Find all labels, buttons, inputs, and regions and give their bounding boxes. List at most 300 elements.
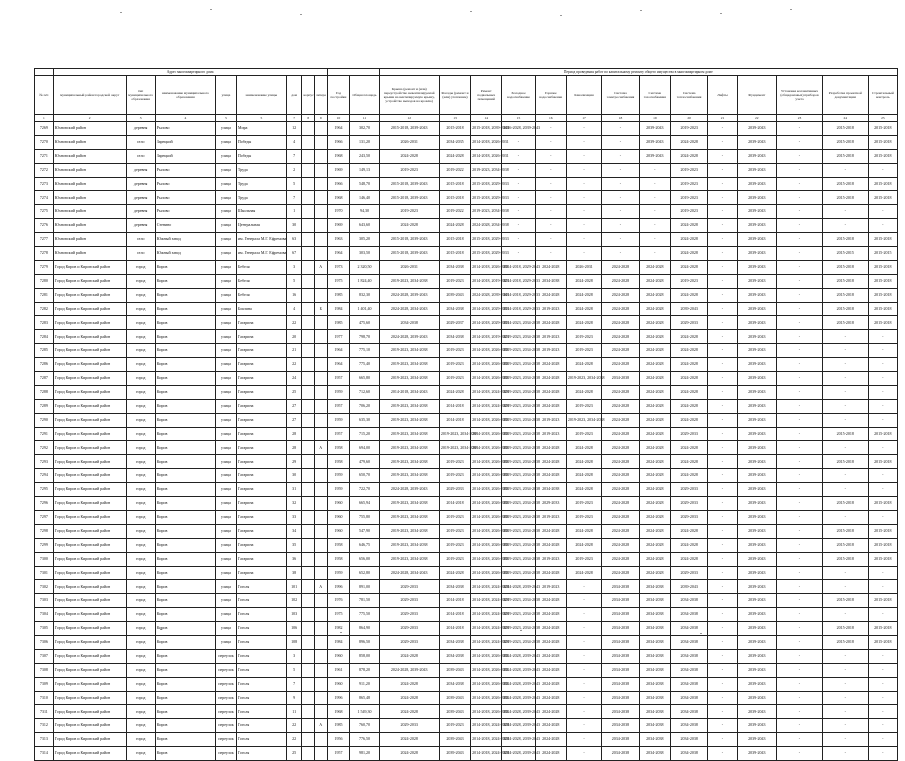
table-cell: - — [566, 135, 601, 149]
table-cell: улица — [216, 247, 237, 261]
table-cell: 2014-2018, 2026-2031 — [471, 372, 502, 386]
table-cell: 2034-2038 — [439, 677, 470, 691]
table-cell: село — [126, 149, 155, 163]
table-cell: Бокзина — [236, 302, 286, 316]
column-number: 13 — [439, 115, 470, 122]
table-cell: - — [777, 372, 823, 386]
table-cell: 712,60 — [350, 385, 379, 399]
table-cell: 2019-2023 — [439, 510, 470, 524]
table-cell: 2024-2028, 2039-2043 — [502, 747, 535, 761]
table-cell: 2019-2023 — [535, 302, 566, 316]
column-number: 4 — [155, 115, 215, 122]
table-cell: 7270 — [35, 135, 54, 149]
table-cell: 146,40 — [350, 191, 379, 205]
table-cell: 2024-2028 — [670, 260, 707, 274]
table-cell: 2019-2023, 2034-2038 — [502, 483, 535, 497]
table-cell: улица — [216, 427, 237, 441]
table-cell — [302, 622, 314, 636]
table-cell: 2034-2038 — [602, 649, 639, 663]
table-cell: 2026-2031 — [379, 260, 439, 274]
table-cell: 2034-2038 — [602, 719, 639, 733]
table-cell: 2024-2028 — [566, 455, 601, 469]
table-cell: 2034-2038 — [670, 719, 707, 733]
table-cell: 2015-2018 — [822, 538, 868, 552]
table-cell: 2024-2028 — [566, 358, 601, 372]
table-cell: - — [566, 205, 601, 219]
table-cell: 2019-2023, 2034-2038 — [379, 552, 439, 566]
table-cell: 2015-2018 — [822, 302, 868, 316]
table-cell: Киров — [155, 747, 215, 761]
table-cell: 22 — [286, 358, 302, 372]
table-cell — [302, 524, 314, 538]
table-cell: 1958 — [327, 538, 350, 552]
table-cell — [314, 177, 327, 191]
table-cell: 2014-2018, 2029-2033 — [471, 316, 502, 330]
table-row — [35, 288, 898, 302]
column-header: литера — [314, 76, 327, 115]
table-cell: Гагарина — [236, 399, 286, 413]
table-cell: 2015-2018 — [822, 594, 868, 608]
table-cell: А — [314, 580, 327, 594]
table-cell: 2024-2028, 2034-2038 — [471, 219, 502, 233]
table-row — [35, 524, 898, 538]
table-cell: город — [126, 302, 155, 316]
table-cell: - — [777, 580, 823, 594]
table-cell: Школьная — [236, 205, 286, 219]
table-cell: 2019-2023, 2034-2038 — [502, 635, 535, 649]
table-cell — [302, 747, 314, 761]
table-cell: 2039-2043 — [670, 302, 707, 316]
table-cell: 2014-2018 — [439, 497, 470, 511]
table-cell: 2024-2028 — [535, 441, 566, 455]
table-cell: 7307 — [35, 649, 54, 663]
table-cell: 34 — [286, 524, 302, 538]
table-cell: 2024-2028 — [602, 510, 639, 524]
table-cell: 2019-2023, 2034-2038 — [502, 344, 535, 358]
table-cell — [314, 635, 327, 649]
table-cell: 1973 — [327, 260, 350, 274]
table-cell: город — [126, 663, 155, 677]
table-cell: 2024-2028 — [535, 733, 566, 747]
table-cell: 2039-2043 — [670, 580, 707, 594]
column-header: Разработка проектной документации — [822, 76, 868, 115]
table-cell: 7272 — [35, 163, 54, 177]
table-cell: 2039-2043 — [737, 580, 777, 594]
table-cell: А — [314, 441, 327, 455]
table-cell: 7305 — [35, 622, 54, 636]
table-cell — [314, 233, 327, 247]
table-cell: 2024-2028 — [535, 677, 566, 691]
table-cell: 2024-2028 — [535, 399, 566, 413]
table-cell: 2019-2023, 2034-2038 — [566, 372, 601, 386]
table-cell: 2024-2028 — [639, 552, 670, 566]
table-cell: 2029-2033 — [670, 316, 707, 330]
table-cell: 303,50 — [350, 247, 379, 261]
table-cell: Киров — [155, 538, 215, 552]
table-cell: Город Киров и Кировский район — [53, 497, 126, 511]
table-cell: Гоголя — [236, 608, 286, 622]
table-cell: Рылово — [155, 122, 215, 136]
table-cell: - — [822, 483, 868, 497]
table-cell: Киров — [155, 274, 215, 288]
table-cell: улица — [216, 260, 237, 274]
table-cell: - — [708, 649, 737, 663]
column-header: Лифты — [708, 76, 737, 115]
table-cell: 2019-2023, 2034-2038 — [502, 372, 535, 386]
table-cell: 2024-2028 — [639, 510, 670, 524]
table-cell: 2019-2023 — [670, 177, 707, 191]
table-cell: 2034-2038 — [670, 649, 707, 663]
table-row — [35, 163, 898, 177]
table-cell: 2024-2028 — [439, 566, 470, 580]
table-cell: 29 — [286, 455, 302, 469]
table-cell: село — [126, 135, 155, 149]
table-cell: 2014-2018 — [439, 594, 470, 608]
table-cell: улица — [216, 288, 237, 302]
table-cell: - — [602, 177, 639, 191]
table-cell: город — [126, 413, 155, 427]
table-cell: Гагарина — [236, 413, 286, 427]
table-cell: 7274 — [35, 191, 54, 205]
table-cell: 7275 — [35, 205, 54, 219]
table-row — [35, 719, 898, 733]
table-cell: 2039-2043 — [737, 177, 777, 191]
table-cell: - — [602, 163, 639, 177]
table-cell: 1960 — [327, 524, 350, 538]
table-cell: - — [502, 205, 535, 219]
table-cell: переулок — [216, 719, 237, 733]
table-cell: 1959 — [327, 566, 350, 580]
table-cell: 2024-2028 — [535, 622, 566, 636]
table-cell: 2019-2023 — [535, 552, 566, 566]
table-cell: 2015-2018 — [439, 177, 470, 191]
table-cell: город — [126, 260, 155, 274]
table-cell: 2034-2038 — [602, 622, 639, 636]
table-cell: 2019-2023, 2034-2038 — [502, 330, 535, 344]
table-cell: 2024-2028 — [670, 372, 707, 386]
table-cell: Рылово — [155, 177, 215, 191]
table-cell: - — [708, 288, 737, 302]
table-cell: - — [708, 316, 737, 330]
table-cell: 2019-2023 — [535, 413, 566, 427]
table-cell: 2024-2028 — [639, 483, 670, 497]
table-cell — [314, 122, 327, 136]
table-cell: улица — [216, 135, 237, 149]
table-cell: 2019-2023, 2034-2038 — [502, 524, 535, 538]
table-cell: 2039-2043 — [737, 663, 777, 677]
table-cell: 2024-2028 — [535, 594, 566, 608]
table-cell: 2019-2023 — [670, 205, 707, 219]
table-row — [35, 344, 898, 358]
table-cell: - — [868, 330, 897, 344]
table-cell: Рылово — [155, 191, 215, 205]
table-cell: 7295 — [35, 483, 54, 497]
table-cell: улица — [216, 316, 237, 330]
table-cell: - — [868, 219, 897, 233]
table-cell: Киров — [155, 580, 215, 594]
table-cell: Юхновский район — [53, 122, 126, 136]
table-cell: Гоголя — [236, 580, 286, 594]
table-cell: 2019-2023 — [670, 163, 707, 177]
table-cell: 1960 — [327, 497, 350, 511]
table-cell — [302, 399, 314, 413]
table-cell: 2024-2028 — [535, 663, 566, 677]
table-cell: 7310 — [35, 691, 54, 705]
table-cell: 2034-2038 — [602, 705, 639, 719]
table-cell: 2029-2033 — [379, 719, 439, 733]
column-number: 3 — [126, 115, 155, 122]
table-cell: переулок — [216, 747, 237, 761]
table-cell: - — [502, 163, 535, 177]
table-cell — [314, 747, 327, 761]
table-cell: - — [708, 302, 737, 316]
table-cell — [314, 733, 327, 747]
table-cell: 2014-2018, 2026-2031 — [471, 524, 502, 538]
table-cell: улица — [216, 441, 237, 455]
table-cell: 1996 — [327, 580, 350, 594]
table-cell — [302, 566, 314, 580]
table-cell: - — [868, 205, 897, 219]
table-cell: - — [708, 594, 737, 608]
table-cell: - — [535, 149, 566, 163]
table-cell: 2019-2023 — [439, 358, 470, 372]
column-number: 7 — [286, 115, 302, 122]
table-cell — [302, 469, 314, 483]
table-cell: Южный завод — [155, 233, 215, 247]
table-row — [35, 135, 898, 149]
table-cell: 2024-2028 — [535, 747, 566, 761]
table-cell: 2014-2018, 2034-2043 — [379, 385, 439, 399]
table-cell: 2014-2018, 2024-2028 — [471, 733, 502, 747]
table-cell: 2029-2033 — [379, 580, 439, 594]
table-cell: 2024-2028 — [535, 635, 566, 649]
table-cell: 2039-2043 — [737, 469, 777, 483]
table-cell: 2019-2023, 2034-2038 — [379, 399, 439, 413]
table-cell: - — [535, 177, 566, 191]
table-cell: - — [708, 149, 737, 163]
table-cell: город — [126, 330, 155, 344]
table-cell: 2034-2038 — [439, 302, 470, 316]
table-cell: улица — [216, 191, 237, 205]
table-cell: Бебеля — [236, 260, 286, 274]
table-cell: 2024-2028, 2039-2043 — [502, 677, 535, 691]
table-cell: - — [708, 538, 737, 552]
table-cell: - — [708, 483, 737, 497]
table-cell: 2019-2023, 2034-2038 — [502, 413, 535, 427]
table-cell: 2024-2028 — [602, 316, 639, 330]
table-cell: Город Киров и Кировский район — [53, 594, 126, 608]
table-cell: 2024-2028 — [566, 302, 601, 316]
table-cell: 635,30 — [350, 413, 379, 427]
table-cell: - — [777, 274, 823, 288]
table-cell: 2039-2043 — [439, 705, 470, 719]
table-cell: 7311 — [35, 705, 54, 719]
table-cell: 2014-2018, 2029-2033 — [502, 288, 535, 302]
table-cell: 2014-2018, 2019-2023 — [471, 330, 502, 344]
table-cell: 2024-2028 — [535, 719, 566, 733]
table-cell: 2039-2043 — [737, 247, 777, 261]
table-cell: 2019-2023, 2034-2038 — [502, 608, 535, 622]
table-cell: 30 — [286, 469, 302, 483]
table-cell: улица — [216, 149, 237, 163]
table-cell: 2024-2028 — [535, 691, 566, 705]
table-cell: Юхновский район — [53, 163, 126, 177]
table-cell: 2024-2028 — [670, 330, 707, 344]
table-cell — [314, 566, 327, 580]
table-cell: 2034-2038 — [670, 663, 707, 677]
table-cell — [314, 469, 327, 483]
table-cell: 103 — [286, 608, 302, 622]
table-cell: 2015-2015 — [868, 247, 897, 261]
table-cell: - — [777, 399, 823, 413]
table-cell: - — [708, 135, 737, 149]
table-cell: 2034-2038 — [639, 622, 670, 636]
table-cell: улица — [216, 608, 237, 622]
table-cell — [302, 205, 314, 219]
table-cell: 2014-2018, 2019-2023 — [471, 274, 502, 288]
table-cell: улица — [216, 122, 237, 136]
table-cell: Киров — [155, 594, 215, 608]
table-cell: Киров — [155, 441, 215, 455]
table-cell: 1964 — [327, 358, 350, 372]
table-cell: 2039-2043 — [639, 122, 670, 136]
table-cell: 2014-2018, 2026-2031 — [471, 469, 502, 483]
table-cell: - — [566, 594, 601, 608]
table-cell: Юхновский район — [53, 135, 126, 149]
table-row — [35, 372, 898, 386]
table-cell: 2015-2018 — [822, 316, 868, 330]
table-row — [35, 594, 898, 608]
table-cell: 2034-2038 — [602, 372, 639, 386]
table-cell: 7301 — [35, 566, 54, 580]
table-cell: 2019-2023 — [439, 372, 470, 386]
table-cell: город — [126, 747, 155, 761]
table-cell: 2019-2023 — [439, 719, 470, 733]
table-cell — [302, 635, 314, 649]
table-cell: 2024-2028 — [439, 385, 470, 399]
table-cell: 2034-2038 — [602, 580, 639, 594]
table-cell: 7313 — [35, 733, 54, 747]
table-cell: Город Киров и Кировский район — [53, 427, 126, 441]
table-cell: 650,70 — [350, 469, 379, 483]
table-cell: - — [639, 177, 670, 191]
table-cell: 2019-2023, 2034-2038 — [379, 497, 439, 511]
table-cell: 2015-2018 — [822, 233, 868, 247]
table-cell: - — [566, 719, 601, 733]
table-cell: 1 — [286, 205, 302, 219]
table-cell: 2014-2018, 2026-2031 — [471, 497, 502, 511]
table-cell: - — [868, 413, 897, 427]
table-cell: 2024-2028 — [670, 469, 707, 483]
table-cell: 2019-2023 — [566, 399, 601, 413]
table-cell: 2029-2033 — [670, 510, 707, 524]
table-cell: 2024-2028 — [566, 566, 601, 580]
table-cell: - — [777, 247, 823, 261]
table-cell: улица — [216, 524, 237, 538]
table-cell: 2024-2028 — [535, 538, 566, 552]
table-cell: город — [126, 483, 155, 497]
table-cell: 665,94 — [350, 497, 379, 511]
table-cell — [302, 177, 314, 191]
table-cell: 94,30 — [350, 205, 379, 219]
table-cell: 2024-2028 — [670, 399, 707, 413]
table-cell: 2024-2028 — [639, 358, 670, 372]
table-cell: 2026-2031 — [566, 260, 601, 274]
table-cell: 2024-2028 — [439, 149, 470, 163]
table-cell: - — [822, 163, 868, 177]
table-row — [35, 122, 898, 136]
table-cell: 2024-2028 — [535, 649, 566, 663]
table-cell: 775,10 — [350, 344, 379, 358]
table-cell: 2034-2038 — [639, 677, 670, 691]
table-cell: город — [126, 622, 155, 636]
table-cell: Город Киров и Кировский район — [53, 719, 126, 733]
table-cell: 2024-2028 — [670, 135, 707, 149]
group-header-row — [35, 69, 898, 76]
column-header: Ремонт подвальных помещений — [471, 76, 502, 115]
table-cell: 7309 — [35, 677, 54, 691]
table-cell: - — [566, 247, 601, 261]
table-cell: 22 — [286, 733, 302, 747]
table-cell: 24 — [286, 372, 302, 386]
table-cell: 2015-2018 — [868, 149, 897, 163]
table-cell: Гагарина — [236, 469, 286, 483]
table-cell: 2024-2028 — [379, 677, 439, 691]
table-cell — [314, 413, 327, 427]
table-cell: 7296 — [35, 497, 54, 511]
table-cell: 2015-2018, 2039-2043 — [471, 122, 502, 136]
column-header: Год постройки — [327, 76, 350, 115]
table-cell: Киров — [155, 302, 215, 316]
table-row — [35, 649, 898, 663]
table-cell: - — [708, 510, 737, 524]
table-cell: Город Киров и Кировский район — [53, 413, 126, 427]
column-header: Фасады (ремонт и (или) утепление) — [439, 76, 470, 115]
column-header: № п/п — [35, 76, 54, 115]
table-cell: 775,40 — [350, 358, 379, 372]
column-number: 16 — [535, 115, 566, 122]
table-cell: 2 — [286, 163, 302, 177]
table-cell: 7271 — [35, 149, 54, 163]
table-row — [35, 566, 898, 580]
table-cell: 2024-2028, 2034-2043 — [379, 302, 439, 316]
table-cell: 2034-2038 — [379, 316, 439, 330]
table-cell — [302, 719, 314, 733]
column-number: 2 — [53, 115, 126, 122]
table-cell: 22 — [286, 316, 302, 330]
table-cell: 2014-2018, 2026-2031 — [471, 260, 502, 274]
table-cell: 2014-2018, 2026-2031 — [471, 538, 502, 552]
table-row — [35, 191, 898, 205]
table-row — [35, 677, 898, 691]
table-cell: 2015-2015 — [822, 247, 868, 261]
table-cell: 646,75 — [350, 538, 379, 552]
table-cell: деревня — [126, 191, 155, 205]
table-cell: - — [708, 122, 737, 136]
table-cell — [302, 135, 314, 149]
table-cell: - — [708, 608, 737, 622]
table-cell: 2014-2018, 2026-2031 — [471, 649, 502, 663]
table-cell: 5 — [286, 177, 302, 191]
table-cell: 2039-2043 — [737, 205, 777, 219]
table-cell — [302, 413, 314, 427]
table-cell: 911,20 — [350, 677, 379, 691]
column-header: наименование улицы — [236, 76, 286, 115]
table-cell: 31 — [286, 483, 302, 497]
table-cell: улица — [216, 219, 237, 233]
table-cell: 2014-2018, 2029-2033 — [502, 274, 535, 288]
table-cell: город — [126, 385, 155, 399]
